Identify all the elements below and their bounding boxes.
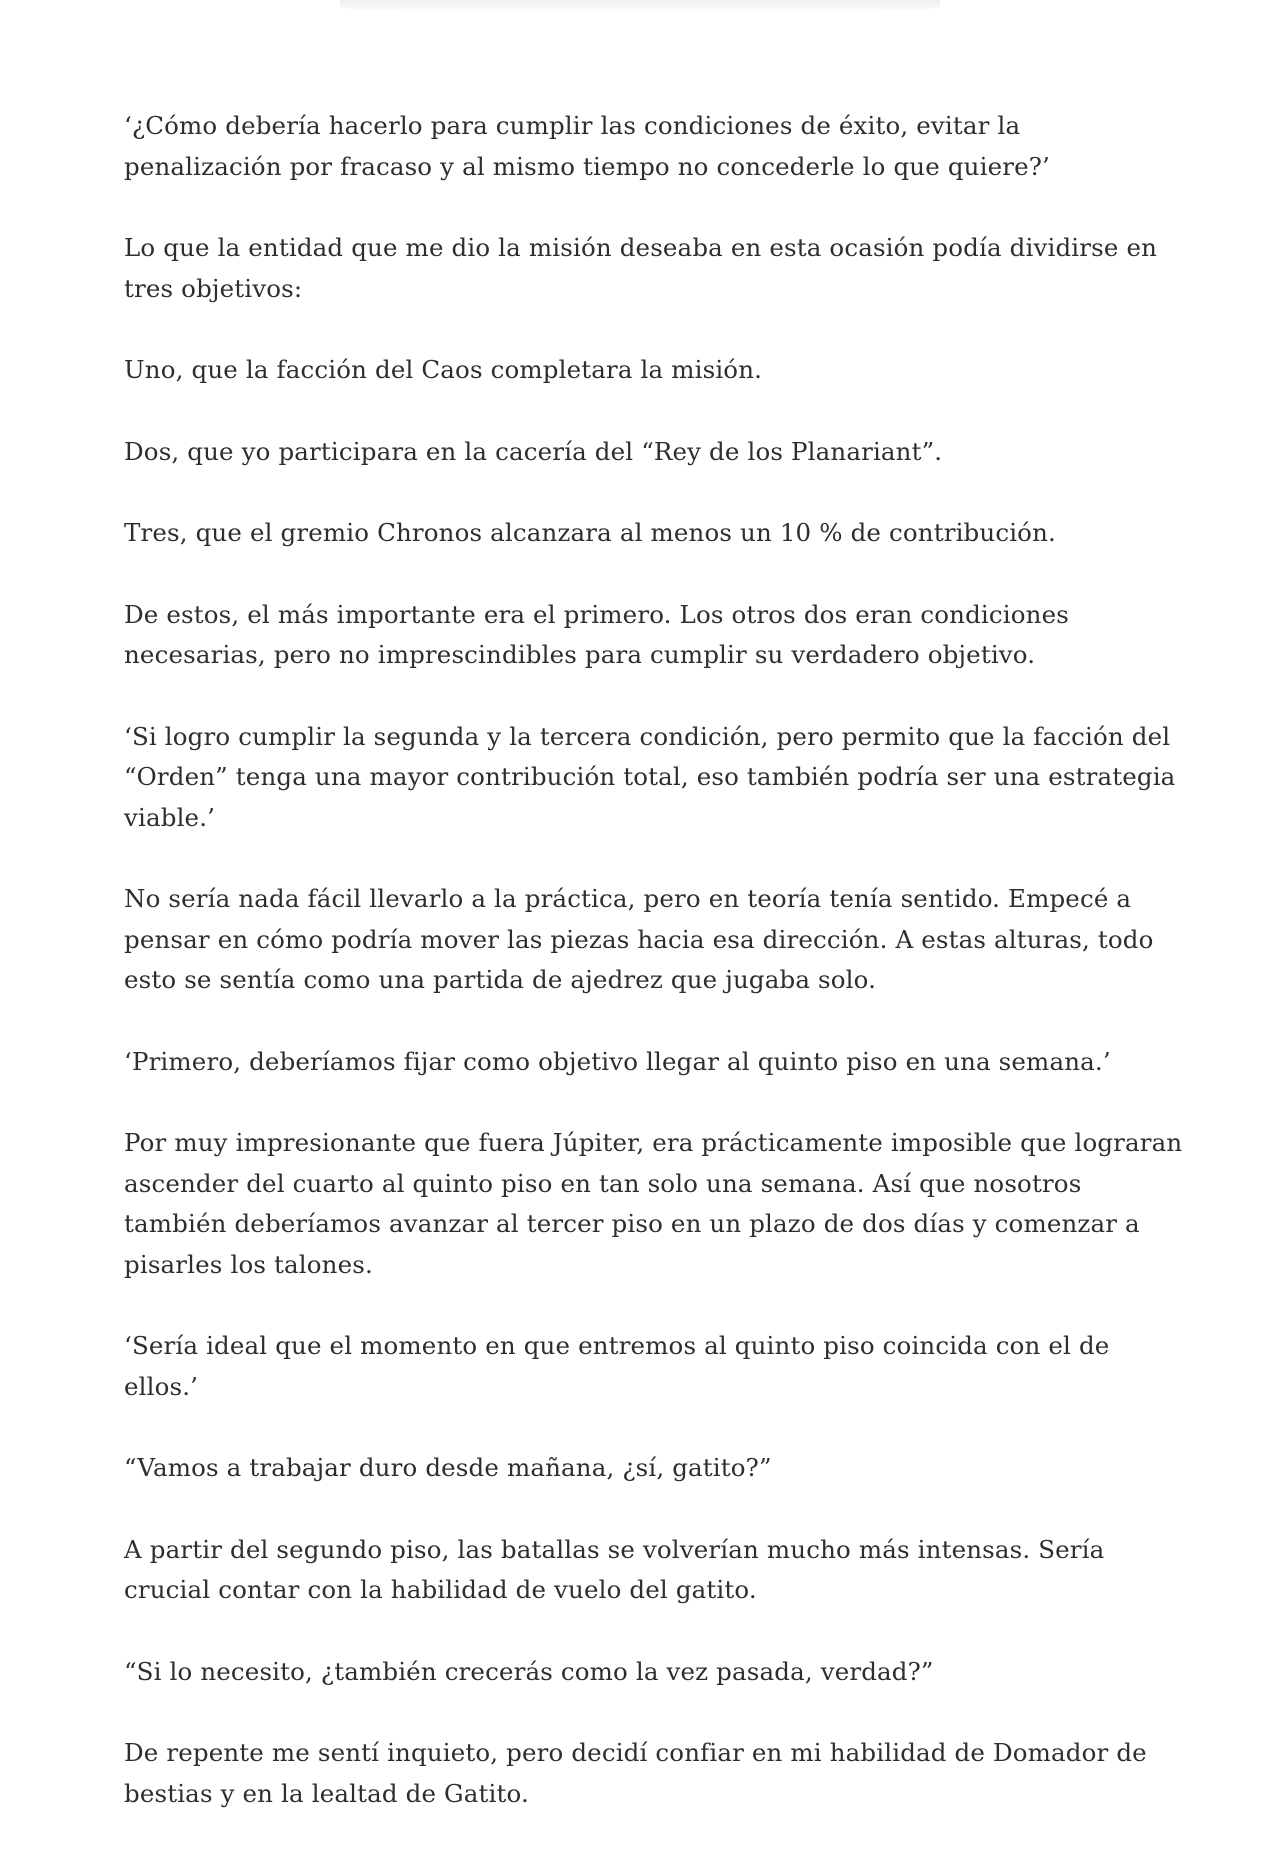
paragraph: Dos, que yo participara en la cacería del “Rey de los Planariant”.	[124, 436, 943, 466]
paragraph: “Si lo necesito, ¿también crecerás como la vez pasada, verdad?”	[124, 1656, 934, 1686]
article-body	[124, 106, 1184, 1855]
paragraph: ‘Sería ideal que el momento en que entremos al quinto piso coincida con el de ellos.’	[124, 1331, 1110, 1401]
paragraph: A partir del segundo piso, las batallas se volverían mucho más intensas. Sería crucial contar con la habilidad de vuelo del gatito.	[124, 1534, 1105, 1604]
paragraph: De repente me sentí inquieto, pero decidí confiar en mi habilidad de Domador de bestias y en la lealtad de Gatito.	[124, 1738, 1147, 1808]
paragraph: ‘¿Cómo debería hacerlo para cumplir las condiciones de éxito, evitar la penalización por fracaso y al mismo tiempo no concederle lo que quiere?’	[124, 111, 1050, 181]
paragraph: Por muy impresionante que fuera Júpiter, era prácticamente imposible que lograran ascender del cuarto al quinto piso en tan solo una semana. Así que nosotros también deberíamos avanzar al tercer piso en un plazo de dos días y comenzar a pisarles los talones.	[124, 1128, 1183, 1279]
paragraph: Uno, que la facción del Caos completara la misión.	[124, 355, 763, 384]
paragraph: ‘Primero, deberíamos fijar como objetivo llegar al quinto piso en una semana.’	[124, 1046, 1111, 1076]
paragraph: “Vamos a trabajar duro desde mañana, ¿sí, gatito?”	[124, 1453, 772, 1482]
paragraph: De estos, el más importante era el primero. Los otros dos eran condiciones necesarias, pero no imprescindibles para cumplir su verdadero objetivo.	[124, 599, 1069, 669]
paragraph: Lo que la entidad que me dio la misión deseaba en esta ocasión podía dividirse en tres objetivos:	[124, 233, 1158, 303]
top-edge-shadow	[340, 0, 940, 14]
paragraph: Tres, que el gremio Chronos alcanzara al menos un 10 % de contribución.	[124, 518, 1056, 547]
paragraph: ‘Si logro cumplir la segunda y la tercera condición, pero permito que la facción del “Orden” tenga una mayor contribución total, eso también podría ser una estrategia viable.’	[124, 721, 1176, 832]
paragraph: No sería nada fácil llevarlo a la práctica, pero en teoría tenía sentido. Empecé a pensar en cómo podría mover las piezas hacia esa dirección. A estas alturas, todo esto se sentía como una partida de ajedrez que jugaba solo.	[124, 884, 1154, 994]
